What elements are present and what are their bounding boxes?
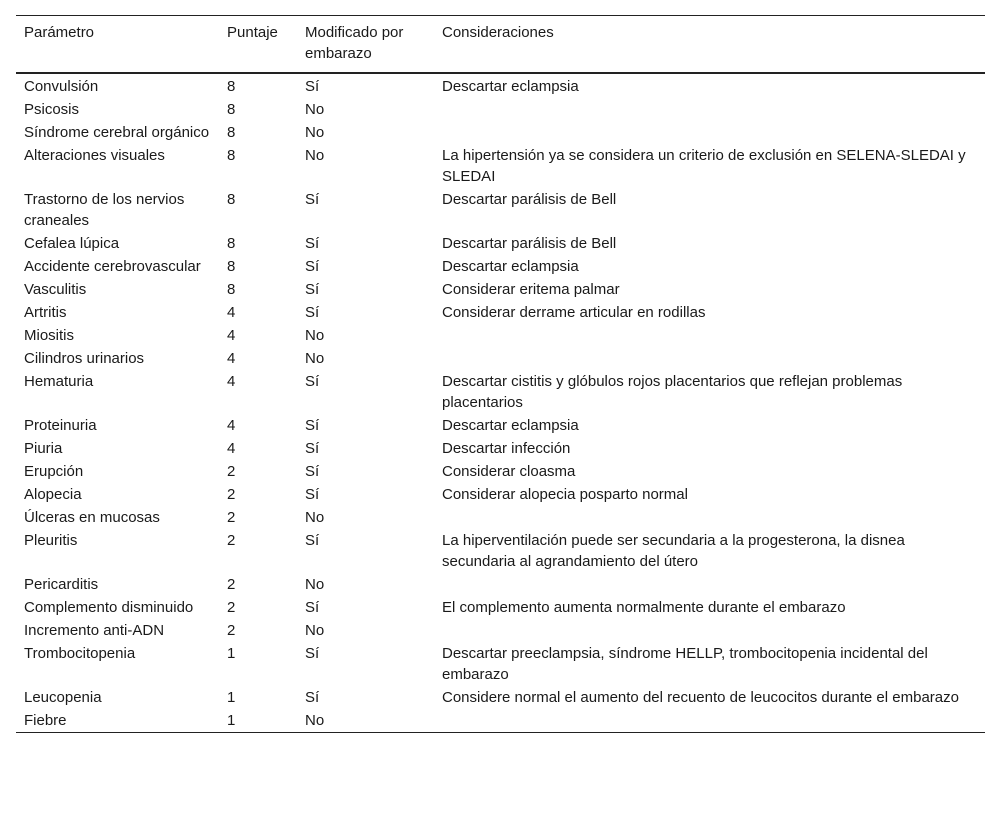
cell-modificado-por-embarazo: No — [305, 101, 325, 118]
cell-modificado-por-embarazo: No — [305, 576, 325, 593]
cell-consideraciones — [434, 121, 985, 144]
cell-consideraciones: Descartar infección — [442, 440, 571, 457]
cell-consideraciones: Considerar cloasma — [442, 463, 576, 480]
cell-modificado-por-embarazo: Sí — [305, 486, 320, 503]
cell-puntaje: 8 — [227, 191, 236, 208]
cell-puntaje: 8 — [227, 101, 236, 118]
cell-parametro: Artritis — [24, 304, 67, 321]
cell-parametro: Pericarditis — [24, 576, 99, 593]
cell-consideraciones: Considerar alopecia posparto normal — [442, 486, 688, 503]
cell-puntaje: 2 — [227, 576, 236, 593]
table-row — [16, 232, 985, 255]
table-row — [16, 642, 985, 686]
cell-parametro: Miositis — [24, 327, 75, 344]
cell-consideraciones: Descartar cistitis y glóbulos rojos placentarios que reflejan problemas placentarios — [442, 373, 903, 411]
table-row — [16, 529, 985, 573]
cell-consideraciones: Descartar eclampsia — [442, 417, 579, 434]
cell-parametro: Alteraciones visuales — [24, 147, 165, 164]
cell-consideraciones: Descartar parálisis de Bell — [442, 191, 617, 208]
cell-puntaje: 4 — [227, 417, 236, 434]
table-row — [16, 73, 985, 98]
cell-modificado-por-embarazo: Sí — [305, 532, 320, 549]
table-body — [16, 73, 985, 733]
cell-parametro: Úlceras en mucosas — [24, 509, 160, 526]
cell-puntaje: 2 — [227, 486, 236, 503]
cell-puntaje: 2 — [227, 622, 236, 639]
cell-consideraciones: La hiperventilación puede ser secundaria a la progesterona, la disnea secundaria al agrandamiento del útero — [442, 532, 905, 570]
cell-modificado-por-embarazo: Sí — [305, 689, 320, 706]
cell-consideraciones — [434, 619, 985, 642]
cell-consideraciones: Descartar parálisis de Bell — [442, 235, 617, 252]
cell-parametro: Piuria — [24, 440, 63, 457]
table-row — [16, 370, 985, 414]
cell-consideraciones: Considerar derrame articular en rodillas — [442, 304, 706, 321]
cell-parametro: Complemento disminuido — [24, 599, 194, 616]
cell-puntaje: 2 — [227, 463, 236, 480]
cell-consideraciones: Considere normal el aumento del recuento de leucocitos durante el embarazo — [442, 689, 959, 706]
cell-consideraciones: La hipertensión ya se considera un criterio de exclusión en SELENA-SLEDAI y SLEDAI — [442, 147, 966, 185]
table-container — [16, 15, 985, 733]
cell-modificado-por-embarazo: No — [305, 712, 325, 729]
cell-parametro: Incremento anti-ADN — [24, 622, 165, 639]
cell-parametro: Vasculitis — [24, 281, 87, 298]
cell-puntaje: 2 — [227, 532, 236, 549]
cell-consideraciones — [434, 506, 985, 529]
table-row — [16, 414, 985, 437]
table-row — [16, 278, 985, 301]
cell-modificado-por-embarazo: Sí — [305, 258, 320, 275]
table-row — [16, 347, 985, 370]
cell-parametro: Cefalea lúpica — [24, 235, 120, 252]
cell-modificado-por-embarazo: Sí — [305, 235, 320, 252]
cell-parametro: Síndrome cerebral orgánico — [24, 124, 210, 141]
cell-modificado-por-embarazo: Sí — [305, 304, 320, 321]
cell-puntaje: 4 — [227, 373, 236, 390]
table-row — [16, 255, 985, 278]
cell-parametro: Fiebre — [24, 712, 67, 729]
cell-consideraciones — [434, 347, 985, 370]
cell-parametro: Erupción — [24, 463, 84, 480]
cell-parametro: Proteinuria — [24, 417, 97, 434]
cell-modificado-por-embarazo: No — [305, 350, 325, 367]
cell-parametro: Alopecia — [24, 486, 82, 503]
cell-parametro: Pleuritis — [24, 532, 78, 549]
cell-parametro: Cilindros urinarios — [24, 350, 145, 367]
table-row — [16, 460, 985, 483]
cell-consideraciones: Descartar eclampsia — [442, 258, 579, 275]
cell-puntaje: 8 — [227, 124, 236, 141]
cell-puntaje: 4 — [227, 350, 236, 367]
cell-modificado-por-embarazo: Sí — [305, 373, 320, 390]
table-row — [16, 301, 985, 324]
cell-consideraciones — [434, 709, 985, 733]
cell-consideraciones: Considerar eritema palmar — [442, 281, 620, 298]
cell-puntaje: 1 — [227, 712, 236, 729]
cell-consideraciones — [434, 324, 985, 347]
cell-parametro: Convulsión — [24, 78, 99, 95]
table-row — [16, 709, 985, 733]
cell-modificado-por-embarazo: No — [305, 124, 325, 141]
cell-consideraciones: Descartar preeclampsia, síndrome HELLP, trombocitopenia incidental del embarazo — [442, 645, 928, 683]
sledai-pregnancy-table — [16, 15, 985, 733]
cell-modificado-por-embarazo: Sí — [305, 440, 320, 457]
header-modificado-por-embarazo: Modificado por embarazo — [305, 24, 404, 62]
cell-modificado-por-embarazo: Sí — [305, 645, 320, 662]
cell-modificado-por-embarazo: No — [305, 327, 325, 344]
cell-modificado-por-embarazo: No — [305, 622, 325, 639]
table-row — [16, 437, 985, 460]
cell-puntaje: 8 — [227, 147, 236, 164]
cell-puntaje: 4 — [227, 327, 236, 344]
table-row — [16, 324, 985, 347]
table-row — [16, 506, 985, 529]
header-parametro: Parámetro — [24, 24, 95, 41]
cell-modificado-por-embarazo: Sí — [305, 463, 320, 480]
cell-parametro: Accidente cerebrovascular — [24, 258, 201, 275]
table-row — [16, 619, 985, 642]
table-row — [16, 573, 985, 596]
cell-puntaje: 8 — [227, 235, 236, 252]
cell-puntaje: 4 — [227, 440, 236, 457]
header-row — [16, 16, 985, 74]
cell-modificado-por-embarazo: Sí — [305, 191, 320, 208]
table-row — [16, 686, 985, 709]
cell-parametro: Psicosis — [24, 101, 80, 118]
cell-puntaje: 2 — [227, 509, 236, 526]
table-row — [16, 144, 985, 188]
table-row — [16, 596, 985, 619]
cell-modificado-por-embarazo: Sí — [305, 599, 320, 616]
cell-consideraciones: El complemento aumenta normalmente durante el embarazo — [442, 599, 846, 616]
cell-consideraciones — [434, 98, 985, 121]
table-header — [16, 16, 985, 74]
table-row — [16, 121, 985, 144]
table-row — [16, 188, 985, 232]
header-consideraciones: Consideraciones — [442, 24, 554, 41]
cell-modificado-por-embarazo: Sí — [305, 281, 320, 298]
cell-parametro: Hematuria — [24, 373, 94, 390]
cell-parametro: Leucopenia — [24, 689, 102, 706]
cell-parametro: Trastorno de los nervios craneales — [24, 191, 185, 229]
cell-puntaje: 2 — [227, 599, 236, 616]
cell-puntaje: 4 — [227, 304, 236, 321]
cell-modificado-por-embarazo: Sí — [305, 78, 320, 95]
cell-puntaje: 1 — [227, 645, 236, 662]
cell-puntaje: 8 — [227, 258, 236, 275]
cell-parametro: Trombocitopenia — [24, 645, 136, 662]
table-row — [16, 98, 985, 121]
cell-modificado-por-embarazo: No — [305, 509, 325, 526]
cell-modificado-por-embarazo: Sí — [305, 417, 320, 434]
table-row — [16, 483, 985, 506]
cell-consideraciones — [434, 573, 985, 596]
cell-modificado-por-embarazo: No — [305, 147, 325, 164]
cell-puntaje: 8 — [227, 78, 236, 95]
header-puntaje: Puntaje — [227, 24, 278, 41]
cell-consideraciones: Descartar eclampsia — [442, 78, 579, 95]
cell-puntaje: 8 — [227, 281, 236, 298]
cell-puntaje: 1 — [227, 689, 236, 706]
